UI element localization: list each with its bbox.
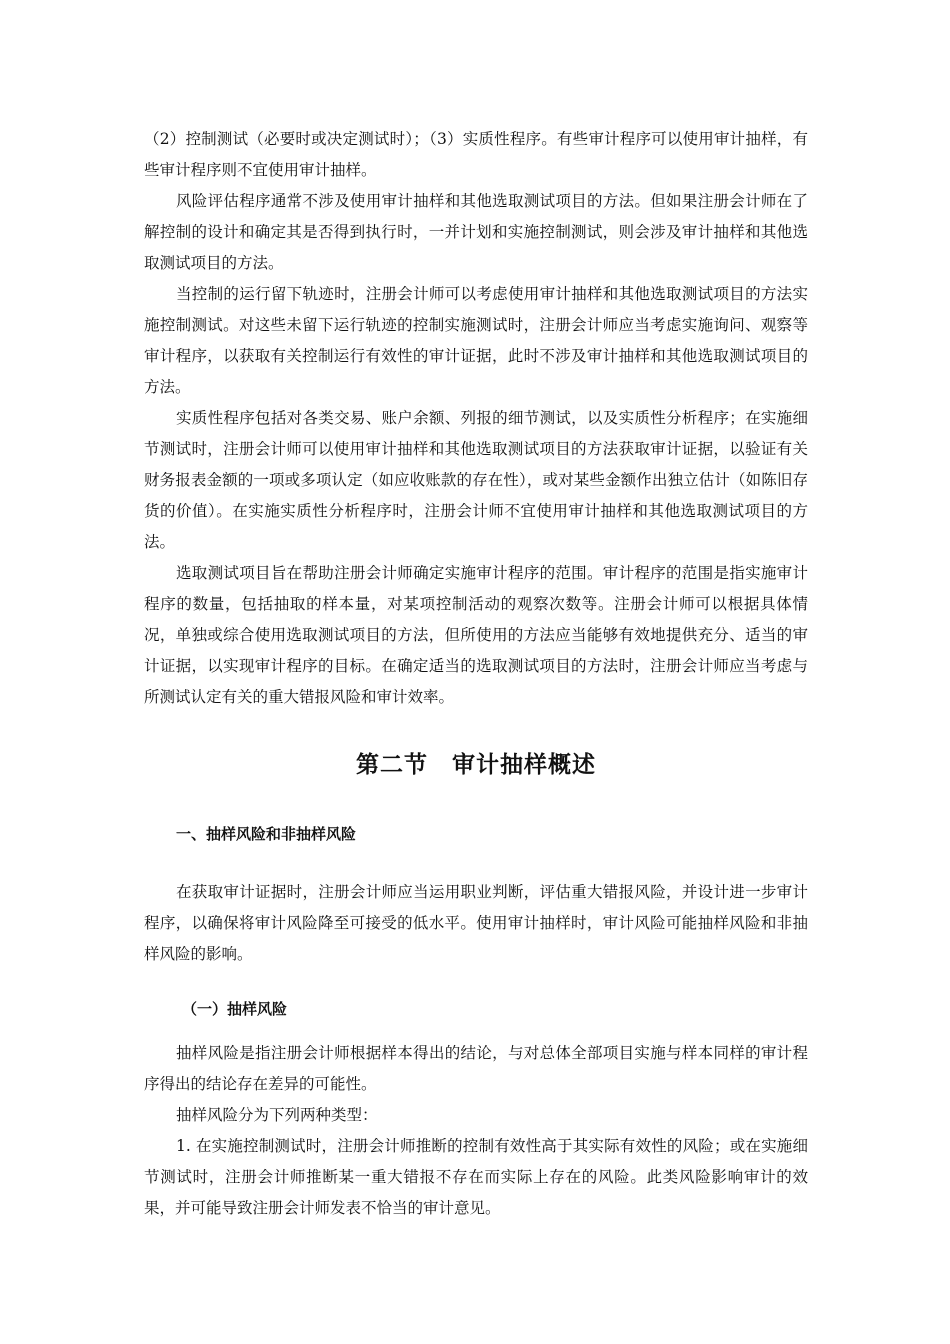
paragraph: 当控制的运行留下轨迹时，注册会计师可以考虑使用审计抽样和其他选取测试项目的方法实施控制测试。对这些未留下运行轨迹的控制实施测试时，注册会计师应当考虑实施询问、观察等审计程序，以获取有关控制运行有效性的审计证据，此时不涉及审计抽样和其他选取测试项目的方法。: [144, 285, 808, 396]
document-body: [144, 124, 808, 1224]
paragraph: （2）控制测试（必要时或决定测试时）；（3）实质性程序。有些审计程序可以使用审计抽样，有些审计程序则不宜使用审计抽样。: [144, 130, 808, 179]
paragraph: 1. 在实施控制测试时，注册会计师推断的控制有效性高于其实际有效性的风险；或在实施细节测试时，注册会计师推断某一重大错报不存在而实际上存在的风险。此类风险影响审计的效果，并可能导致注册会计师发表不恰当的审计意见。: [144, 1137, 808, 1217]
subsection-heading: 一、抽样风险和非抽样风险: [176, 825, 357, 843]
section-number: 第二节: [356, 752, 428, 778]
paragraph: 在获取审计证据时，注册会计师应当运用职业判断，评估重大错报风险，并设计进一步审计程序，以确保将审计风险降至可接受的低水平。使用审计抽样时，审计风险可能抽样风险和非抽样风险的影响。: [144, 883, 808, 963]
paragraph: 实质性程序包括对各类交易、账户余额、列报的细节测试，以及实质性分析程序；在实施细节测试时，注册会计师可以使用审计抽样和其他选取测试项目的方法获取审计证据，以验证有关财务报表金额的一项或多项认定（如应收账款的存在性），或对某些金额作出独立估计（如陈旧存货的价值）。在实施实质性分析程序时，注册会计师不宜使用审计抽样和其他选取测试项目的方法。: [144, 409, 808, 551]
paragraph: 抽样风险分为下列两种类型：: [176, 1106, 378, 1124]
section-name: 审计抽样概述: [452, 752, 596, 778]
paragraph: 抽样风险是指注册会计师根据样本得出的结论，与对总体全部项目实施与样本同样的审计程序得出的结论存在差异的可能性。: [144, 1044, 808, 1093]
sub-subsection-heading: （一）抽样风险: [182, 1000, 288, 1018]
paragraph: 风险评估程序通常不涉及使用审计抽样和其他选取测试项目的方法。但如果注册会计师在了解控制的设计和确定其是否得到执行时，一并计划和实施控制测试，则会涉及审计抽样和其他选取测试项目的方法。: [144, 192, 808, 272]
section-title: [144, 749, 808, 781]
paragraph: 选取测试项目旨在帮助注册会计师确定实施审计程序的范围。审计程序的范围是指实施审计程序的数量，包括抽取的样本量，对某项控制活动的观察次数等。注册会计师可以根据具体情况，单独或综合使用选取测试项目的方法，但所使用的方法应当能够有效地提供充分、适当的审计证据，以实现审计程序的目标。在确定适当的选取测试项目的方法时，注册会计师应当考虑与所测试认定有关的重大错报风险和审计效率。: [144, 564, 808, 706]
